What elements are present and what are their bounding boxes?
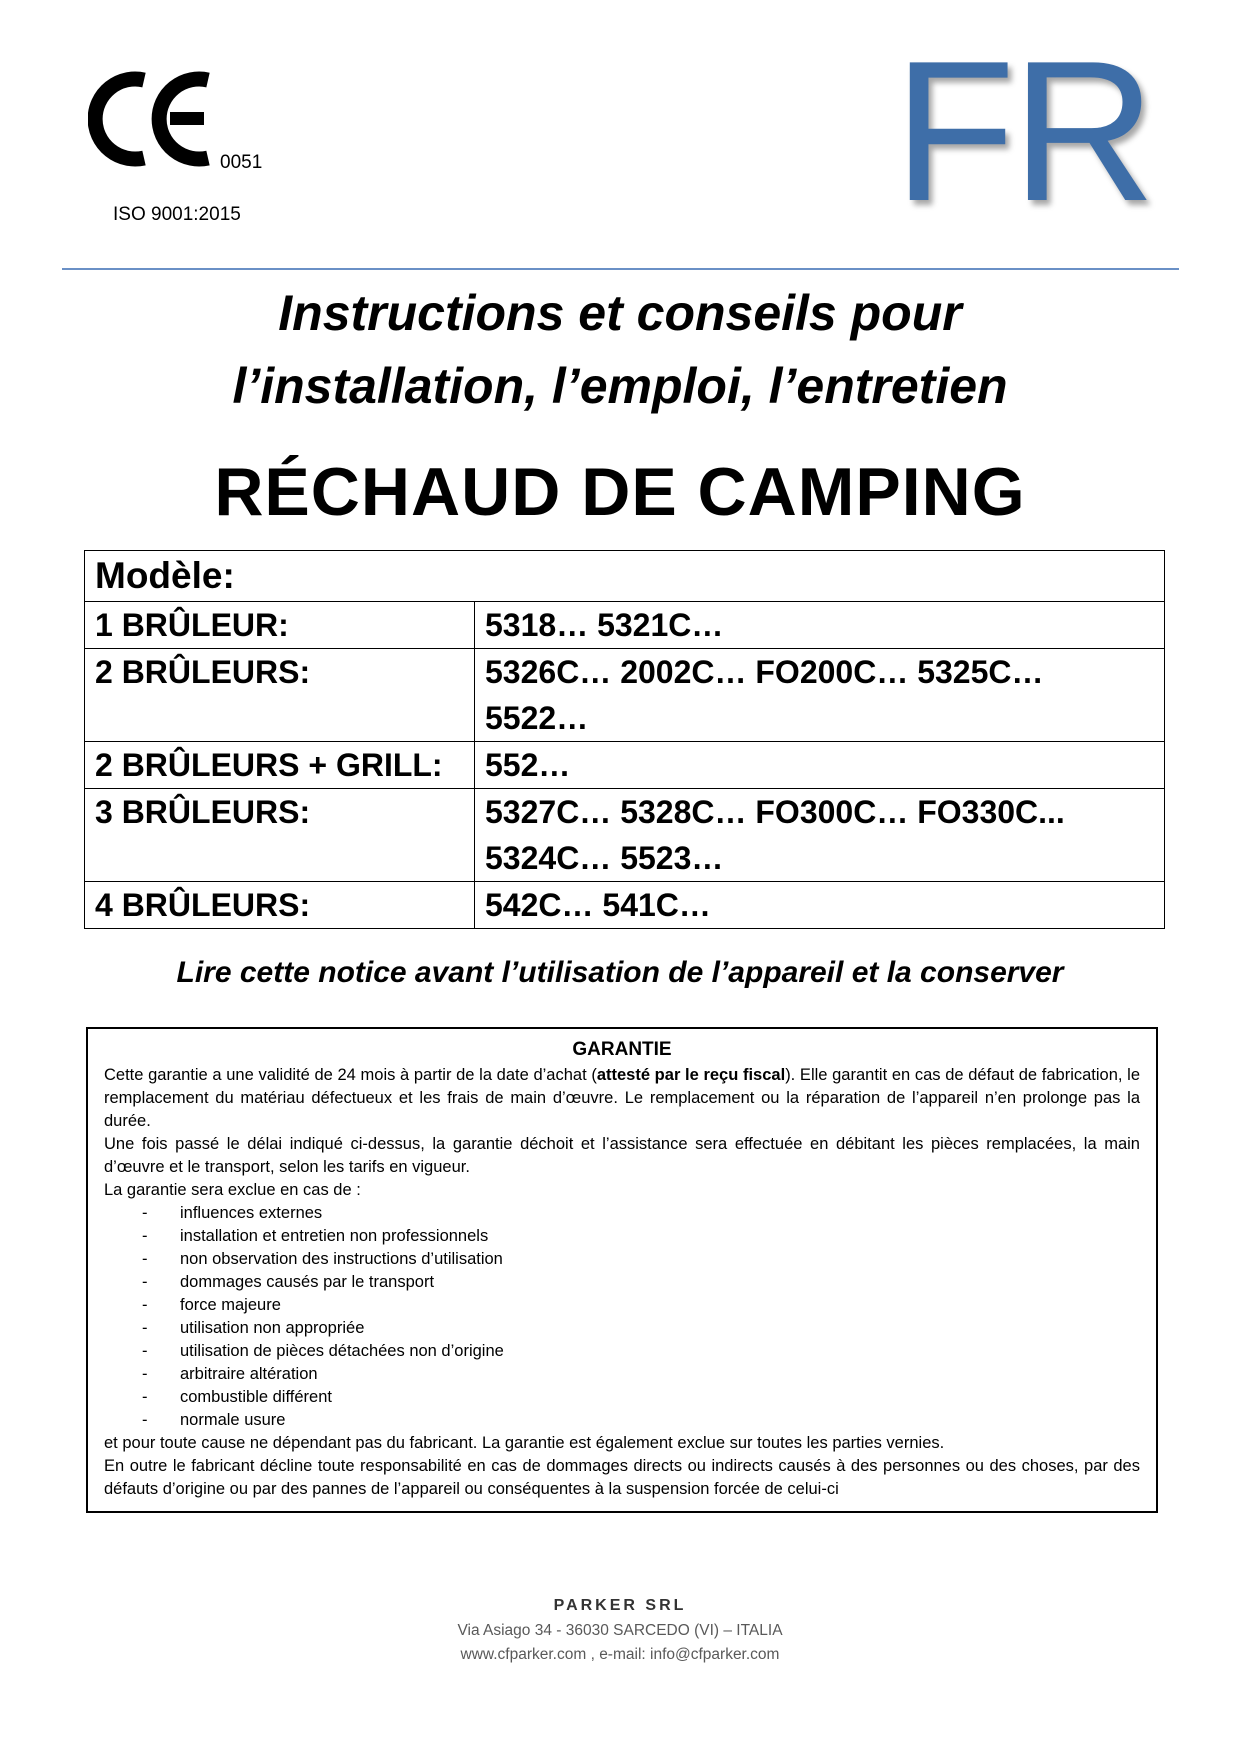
model-list <box>475 882 1165 929</box>
model-codes: 5318… 5321C… <box>485 607 724 643</box>
list-dash: - <box>142 1273 148 1291</box>
exclusion-text: utilisation non appropriée <box>180 1319 365 1337</box>
product-title: RÉCHAUD DE CAMPING <box>214 454 1026 530</box>
list-item <box>104 1294 1140 1317</box>
footer-contact: www.cfparker.com , e-mail: info@cfparker.com <box>460 1646 780 1663</box>
warranty-text: Cette garantie a une validité de 24 mois à partir de la date d’achat ( <box>104 1066 597 1084</box>
warranty-text: ). Elle garantit en cas de défaut de fabrication, le remplacement du matériau défectueux et les frais de main d’œuvre. Le remplacement ou la réparation de l’appareil n’en prolonge pas la durée. <box>104 1066 1140 1130</box>
model-codes: 5326C… 2002C… FO200C… 5325C… 5522… <box>485 654 1044 736</box>
list-item <box>104 1271 1140 1294</box>
model-row <box>85 649 1165 742</box>
list-item <box>104 1248 1140 1271</box>
burner-label: 2 BRÛLEURS + GRILL: <box>85 742 475 789</box>
footer-address: Via Asiago 34 - 36030 SARCEDO (VI) – ITALIA <box>457 1622 783 1639</box>
exclusion-list <box>104 1202 1140 1432</box>
model-codes: 5327C… 5328C… FO300C… FO330C... <box>485 794 1065 830</box>
exclusion-text: force majeure <box>180 1296 281 1314</box>
model-list <box>475 789 1165 882</box>
list-item <box>104 1340 1140 1363</box>
exclusion-text: influences externes <box>180 1204 323 1222</box>
model-table-header-row <box>85 551 1165 602</box>
model-codes: 5324C… 5523… <box>485 840 724 876</box>
list-dash: - <box>142 1296 148 1314</box>
list-dash: - <box>142 1250 148 1268</box>
exclusion-text: arbitraire altération <box>180 1365 318 1383</box>
model-row <box>85 602 1165 649</box>
document-title-line-1: Instructions et conseils pour <box>278 285 962 341</box>
warranty-paragraph-liability: En outre le fabricant décline toute responsabilité en cas de dommages directs ou indirects causés à des personnes ou des choses, par des défauts d’origine ou par des pannes de l’appareil ou conséquentes à la suspension forcée de celui-ci <box>104 1457 1140 1498</box>
warranty-paragraph-expiry: Une fois passé le délai indiqué ci-dessus, la garantie déchoit et l’assistance sera effectuée en débitant les pièces remplacées, la main d’œuvre et le transport, selon les tarifs en vigueur. <box>104 1135 1140 1176</box>
burner-label: 4 BRÛLEURS: <box>85 882 475 929</box>
exclusion-text: normale usure <box>180 1411 286 1429</box>
list-dash: - <box>142 1365 148 1383</box>
warranty-proof-text: attesté par le reçu fiscal <box>596 1066 786 1084</box>
list-item <box>104 1317 1140 1340</box>
list-dash: - <box>142 1342 148 1360</box>
exclusion-text: combustible différent <box>180 1388 332 1406</box>
ce-notified-body-number: 0051 <box>220 152 263 173</box>
exclusion-text: dommages causés par le transport <box>180 1273 435 1291</box>
exclusion-text: installation et entretien non professionnels <box>180 1227 489 1245</box>
burner-label: 3 BRÛLEURS: <box>85 789 475 882</box>
warranty-title: GARANTIE <box>572 1039 672 1060</box>
list-item <box>104 1225 1140 1248</box>
model-row <box>85 882 1165 929</box>
header-divider <box>62 268 1179 270</box>
model-list <box>475 742 1165 789</box>
warranty-paragraph-validity <box>104 1064 1140 1133</box>
list-dash: - <box>142 1388 148 1406</box>
list-dash: - <box>142 1204 148 1222</box>
model-table <box>84 550 1165 929</box>
model-table-header: Modèle: <box>85 551 1165 602</box>
burner-label: 2 BRÛLEURS: <box>85 649 475 742</box>
list-dash: - <box>142 1319 148 1337</box>
model-codes: 552… <box>485 747 571 783</box>
list-item <box>104 1386 1140 1409</box>
warranty-paragraph-varnish: et pour toute cause ne dépendant pas du fabricant. La garantie est également exclue sur toutes les parties vernies. <box>104 1434 945 1452</box>
list-dash: - <box>142 1227 148 1245</box>
read-notice: Lire cette notice avant l’utilisation de l’appareil et la conserver <box>176 956 1064 989</box>
list-item <box>104 1363 1140 1386</box>
document-title-line-2: l’installation, l’emploi, l’entretien <box>232 358 1008 414</box>
model-row <box>85 789 1165 882</box>
warranty-box <box>86 1027 1158 1513</box>
model-row <box>85 742 1165 789</box>
list-item <box>104 1202 1140 1225</box>
iso-certification: ISO 9001:2015 <box>113 204 241 225</box>
model-list <box>475 602 1165 649</box>
burner-label: 1 BRÛLEUR: <box>85 602 475 649</box>
ce-mark-logo <box>88 66 214 172</box>
model-codes: 542C… 541C… <box>485 887 711 923</box>
exclusion-text: non observation des instructions d’utilisation <box>180 1250 503 1268</box>
language-code: FR <box>893 20 1152 243</box>
footer-company: PARKER SRL <box>553 1597 687 1614</box>
warranty-paragraph-exclusions-intro: La garantie sera exclue en cas de : <box>104 1181 361 1199</box>
exclusion-text: utilisation de pièces détachées non d’origine <box>180 1342 504 1360</box>
list-dash: - <box>142 1411 148 1429</box>
model-list <box>475 649 1165 742</box>
list-item <box>104 1409 1140 1432</box>
